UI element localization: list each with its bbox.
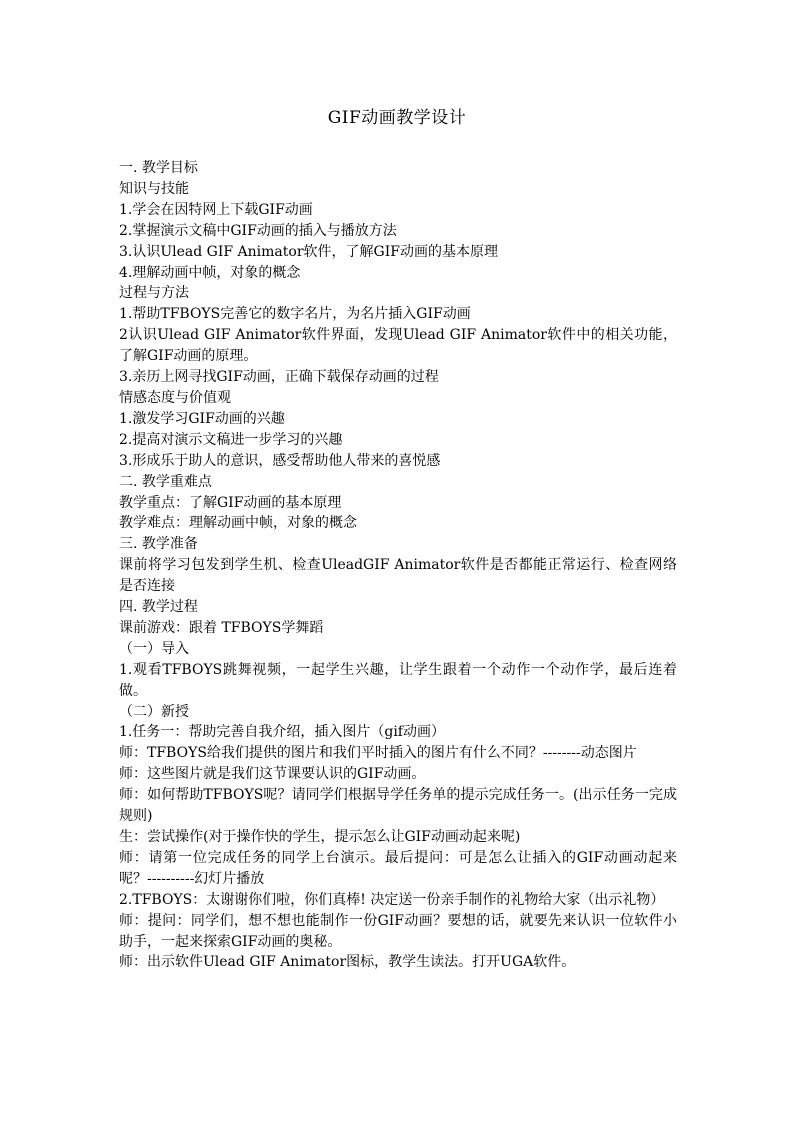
paragraph-line: 1.激发学习GIF动画的兴趣 (119, 410, 285, 427)
subheading-knowledge-skills: 知识与技能 (119, 180, 189, 197)
paragraph-line: 1.任务一：帮助完善自我介绍，插入图片（gif动画） (119, 724, 445, 741)
paragraph-line: 课前将学习包发到学生机、检查UleadGIF Animator软件是否都能正常运行、检查网络是否连接 (119, 557, 677, 595)
paragraph-line: 教学重点：了解GIF动画的基本原理 (119, 494, 342, 511)
section-heading-preparation: 三. 教学准备 (119, 536, 198, 553)
paragraph-line: 1.学会在因特网上下载GIF动画 (119, 201, 313, 218)
paragraph-line: 1.帮助TFBOYS完善它的数字名片，为名片插入GIF动画 (119, 306, 471, 323)
section-heading-process: 四. 教学过程 (119, 599, 198, 616)
paragraph-line: 2认识Ulead GIF Animator软件界面，发现Ulead GIF Animator软件中的相关功能，了解GIF动画的原理。 (119, 327, 677, 365)
paragraph-line: 师：如何帮助TFBOYS呢？请同学们根据导学任务单的提示完成任务一。(出示任务一完成规则) (119, 787, 677, 825)
paragraph-line: 课前游戏：跟着 TFBOYS学舞蹈 (119, 619, 324, 636)
paragraph-line: 师：请第一位完成任务的同学上台演示。最后提问：可是怎么让插入的GIF动画动起来呢？----------幻灯片播放 (119, 849, 677, 887)
paragraph-line: 生：尝试操作(对于操作快的学生，提示怎么让GIF动画动起来呢) (119, 829, 521, 845)
paragraph-line: 4.理解动画中帧，对象的概念 (119, 264, 301, 281)
paragraph-line: 教学难点：理解动画中帧，对象的概念 (119, 515, 357, 532)
paragraph-line: 1.观看TFBOYS跳舞视频，一起学生兴趣，让学生跟着一个动作一个动作学，最后连着做。 (119, 661, 677, 699)
paragraph-line: 2.提高对演示文稿进一步学习的兴趣 (119, 431, 343, 448)
section-heading-objectives: 一. 教学目标 (119, 160, 198, 176)
section-heading-key-points: 二. 教学重难点 (119, 473, 212, 490)
paragraph-line: 2.TFBOYS：太谢谢你们啦，你们真棒! 决定送一份亲手制作的礼物给大家（出示礼物） (119, 891, 665, 908)
document-title: GIF动画教学设计 (327, 108, 467, 128)
paragraph-line: 2.掌握演示文稿中GIF动画的插入与播放方法 (119, 222, 397, 239)
paragraph-line: 3.形成乐于助人的意识，感受帮助他人带来的喜悦感 (119, 452, 441, 469)
paragraph-line: 师：TFBOYS给我们提供的图片和我们平时插入的图片有什么不同？--------动态图片 (119, 745, 637, 762)
paragraph-line: 3.亲历上网寻找GIF动画，正确下载保存动画的过程 (119, 369, 439, 386)
paragraph-line: 师：出示软件Ulead GIF Animator图标，教学生读法。打开UGA软件。 (119, 954, 576, 971)
paragraph-line: 师：这些图片就是我们这节课要认识的GIF动画。 (119, 766, 426, 783)
subheading-new-lesson: （二）新授 (119, 703, 189, 720)
subheading-attitude-values: 情感态度与价值观 (119, 389, 231, 406)
paragraph-line: 师：提问：同学们，想不想也能制作一份GIF动画？要想的话，就要先来认识一位软件小助手，一起来探索GIF动画的奥秘。 (119, 912, 677, 950)
subheading-process-methods: 过程与方法 (119, 285, 189, 302)
subheading-intro: （一）导入 (119, 640, 189, 657)
paragraph-line: 3.认识Ulead GIF Animator软件，了解GIF动画的基本原理 (119, 243, 498, 260)
document-body (119, 158, 677, 973)
